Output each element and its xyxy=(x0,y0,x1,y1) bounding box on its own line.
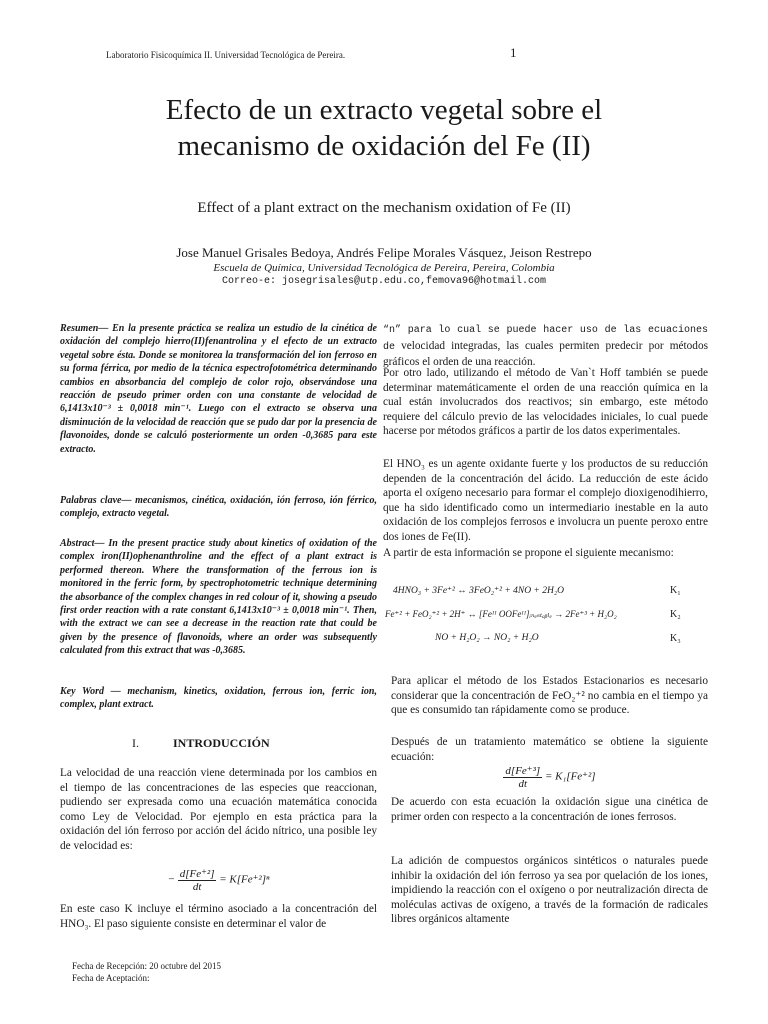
paper-title xyxy=(60,92,708,164)
palabras-clave: Palabras clave— mecanismos, cinética, oxidación, ión ferroso, ión férrico, complejo, extracto vegetal. xyxy=(60,495,377,520)
reaction-2-k: K₂ xyxy=(670,609,681,620)
section-title: INTRODUCCIÓN xyxy=(173,736,270,750)
right-paragraph-3: El HNO₃ es un agente oxidante fuerte y los productos de su reducción dependen de la concentración del ácido. La reducción de este ácido aporta el oxígeno necesario para formar el complejo dioxigenodihierro, que ha sido identificado como un intermediario inestable en la auto oxidación de los complejos ferrosos e involucra un puente peroxo entre dos iones de Fe(II). xyxy=(383,458,708,543)
reaction-3-equation: NO + H₂O₂ → NO₂ + H₂O xyxy=(435,633,539,643)
mono-fragment: “n” para lo cual se puede hacer uso de las ecuaciones de xyxy=(383,325,708,353)
reaction-mechanism xyxy=(383,585,708,657)
author-list: Jose Manuel Grisales Bedoya, Andrés Felipe Morales Vásquez, Jeison Restrepo xyxy=(176,245,592,260)
right-paragraph-5: Para aplicar el método de los Estados Estacionarios es necesario considerar que la concentración de FeO₂⁺² no cambia en el tiempo ya que es consumido tan rápidamente como se produce. xyxy=(391,675,708,717)
footnote xyxy=(60,960,377,984)
contact-email[interactable]: Correo-e: josegrisales@utp.edu.co,femova96@hotmail.com xyxy=(221,276,547,287)
reaction-1 xyxy=(383,585,708,609)
running-head: Laboratorio Fisicoquímica II. Universidad Tecnológica de Pereira. xyxy=(106,50,346,60)
fecha-aceptacion: Fecha de Aceptación: xyxy=(72,973,150,983)
right-paragraph-2: Por otro lado, utilizando el método de Van`t Hoff también se puede determinar matemáticamente el orden de una reacción química en la cual están involucrados dos reactivos; sin embargo, este método requiere del cálculo previo de las velocidades iniciales, lo cual puede hacerse por métodos gráficos a partir de los datos experimentales. xyxy=(383,367,708,438)
eq2-rhs: = K₁[Fe⁺²] xyxy=(544,770,596,783)
eq-minus: − xyxy=(167,873,175,886)
eq-numerator: d[Fe⁺²] xyxy=(179,868,215,880)
right-paragraph-1 xyxy=(383,322,708,370)
eq2-denominator: dt xyxy=(518,778,528,790)
fecha-recepcion: Fecha de Recepción: 20 octubre del 2015 xyxy=(72,961,221,971)
rate-law-equation xyxy=(60,867,377,893)
eq-rhs: = K[Fe⁺²]ⁿ xyxy=(219,873,270,886)
intro-paragraph-2: En este caso K incluye el término asociado a la concentración del HNO₃. El paso siguiente consiste en determinar el valor de xyxy=(60,903,377,930)
abstract-paragraph: Abstract— In the present practice study about kinetics of oxidation of the complex iron(II)ophenanthroline and the effect of a plant extract is performed thereon. Where the transformation of the ferrous ion is monitored in the ferric form, by spectrophotometric technique determining the absorbance of the complex changes in red colour of it, showing a pseudo first order reaction with a rate constant 6,1413x10⁻³ ± 0,0018 min⁻¹. Then, with the extract we can see a decrease in the reaction rate that could be given by the presence of flavonoids, where an order was subsequently calculated from this extract that was -0,3685. xyxy=(60,538,377,657)
right-paragraph-1-text: velocidad integradas, las cuales permiten predecir por métodos gráficos el orden de una reacción. xyxy=(383,339,709,369)
right-paragraph-7: De acuerdo con esta ecuación la oxidación sigue una cinética de primer orden con respecto a la concentración de iones ferrosos. xyxy=(391,796,708,823)
rate-equation-2 xyxy=(391,764,708,790)
section-number: I. xyxy=(132,736,139,750)
right-paragraph-4: A partir de esta información se propone el siguiente mecanismo: xyxy=(383,547,674,559)
right-paragraph-8: La adición de compuestos orgánicos sintéticos o naturales puede inhibir la oxidación del ión ferroso ya sea por quelación de los iones, impidiendo la reacción con el oxígeno o por neutralización directa de moléculas activas de oxígeno, a través de la formación de radicales libres orgánicos altamente xyxy=(391,855,708,926)
eq2-fraction xyxy=(503,764,542,790)
title-line-2: mecanismo de oxidación del Fe (II) xyxy=(177,130,591,162)
eq-fraction xyxy=(178,867,217,893)
page-number: 1 xyxy=(510,45,517,60)
affiliation: Escuela de Química, Universidad Tecnológica de Pereira, Pereira, Colombia xyxy=(213,262,555,274)
reaction-3 xyxy=(383,633,708,657)
reaction-2 xyxy=(383,609,708,633)
title-line-1: Efecto de un extracto vegetal sobre el xyxy=(165,94,603,126)
right-paragraph-6: Después de un tratamiento matemático se obtiene la siguiente ecuación: xyxy=(391,736,708,763)
keywords: Key Word — mechanism, kinetics, oxidation, ferrous ion, ferric ion, complex, plant extract. xyxy=(60,686,377,711)
eq2-numerator: d[Fe⁺³] xyxy=(505,765,541,777)
eq-denominator: dt xyxy=(192,881,202,893)
intro-paragraph-1: La velocidad de una reacción viene determinada por los cambios en el tiempo de las concentraciones de las especies que reaccionan, pudiendo ser expresada como una ecuación matemática conocida como Ley de Velocidad. Por ejemplo en esta práctica para la oxidación del ión ferroso por acción del ácido nítrico, una posible ley de velocidad es: xyxy=(60,767,377,852)
reaction-3-k: K₃ xyxy=(670,633,681,644)
reaction-2-equation: Fe⁺² + FeO₂⁺² + 2H⁺ ↔ [Feᴵᴵ OOFeᴵᴵ]ᵢₙₑₛₜₐᵦₗₑ → 2Fe⁺³ + H₂O₂ xyxy=(385,609,617,619)
reaction-1-k: K₁ xyxy=(670,585,681,596)
paper-subtitle: Effect of a plant extract on the mechanism oxidation of Fe (II) xyxy=(197,200,571,216)
reaction-1-equation: 4HNO₃ + 3Fe⁺² ↔ 3FeO₂⁺² + 4NO + 2H₂O xyxy=(393,586,564,596)
resumen-paragraph: Resumen— En la presente práctica se realiza un estudio de la cinética de oxidación del complejo hierro(II)fenantrolina y el efecto de un extracto vegetal sobre ésta. Donde se monitorea la transformación del ion ferroso en su forma férrica, por medio de la técnica espectrofotométrica determinando cambios en absorbancia del complejo de color rojo, observándose una reacción de pseudo primer orden con una constante de velocidad de 6,1413x10⁻³ ± 0,0018 min⁻¹. Luego con el extracto se observa una disminución de la velocidad de reacción que se pudo dar por la presencia de flavonoides, donde se calculó posteriormente un orden -0,3685 para este extracto. xyxy=(60,323,377,455)
